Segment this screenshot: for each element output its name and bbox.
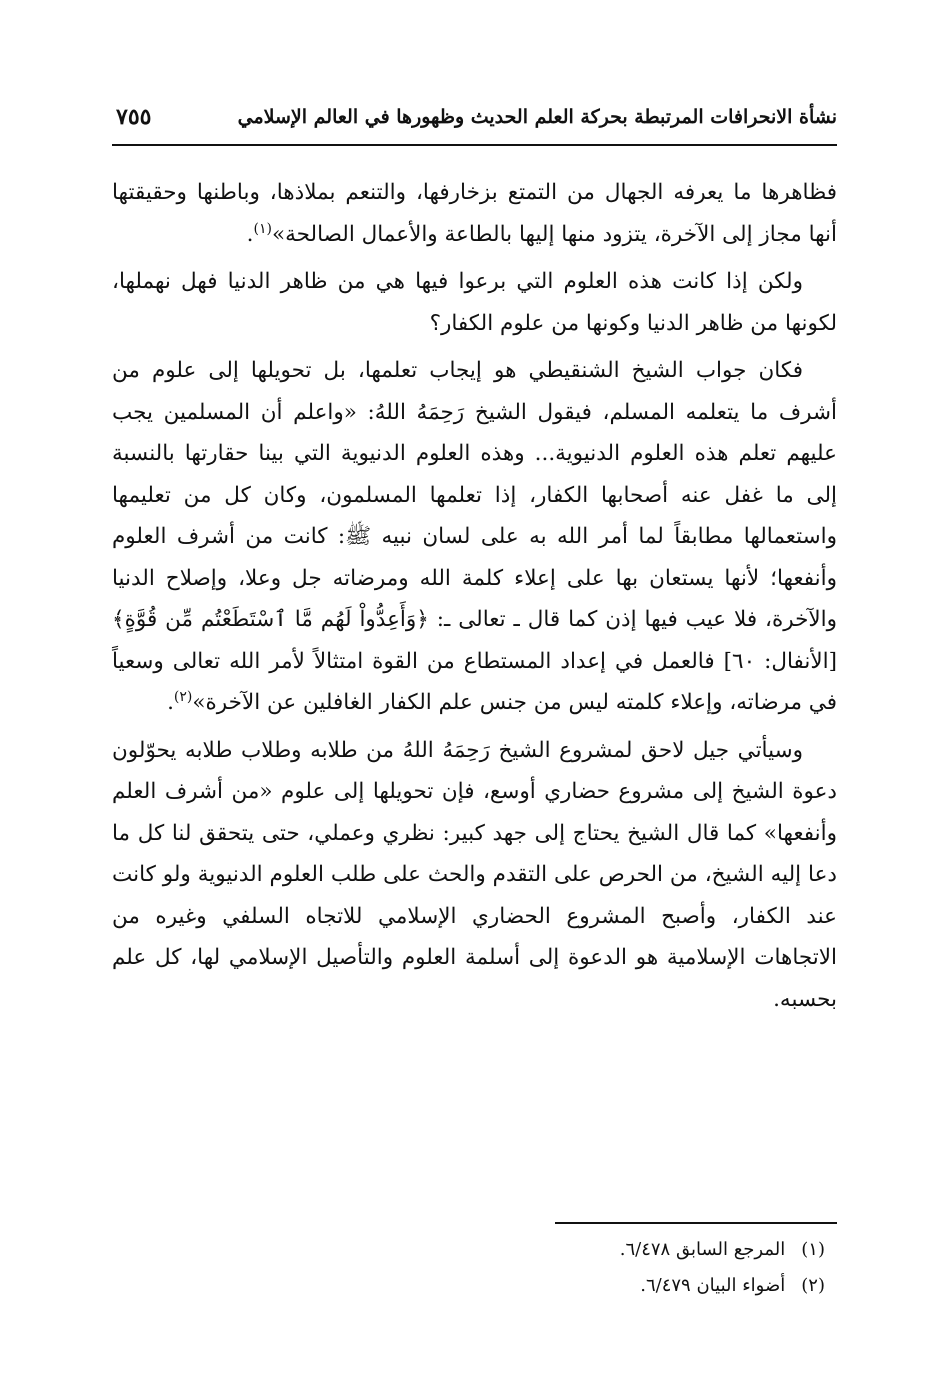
- paragraph-4: [112, 730, 837, 1021]
- footnote-2: [400, 1268, 825, 1304]
- paragraph-3: [112, 350, 837, 724]
- footnote-number: (٢): [801, 1275, 825, 1296]
- footnote-number: (١): [801, 1239, 825, 1260]
- paragraph-end: .: [246, 221, 254, 247]
- paragraph-text: فكان جواب الشيخ الشنقيطي هو إيجاب تعلمها، بل تحويلها إلى علوم من أشرف ما يتعلمه المسلم، فيقول الشيخ رَحِمَهُ اللهُ: «واعلم أن المسلمين يجب عليهم تعلم هذه العلوم الدنيوية... وهذه العلوم الدنيوية التي بينا حقارتها بالنسبة إلى ما غفل عنه أصحابها الكفار، إذا تعلمها المسلمون، وكان كل من تعليمها واستعمالها مطابقاً لما أمر الله به على لسان نبيه ﷺ: كانت من أشرف العلوم وأنفعها؛ لأنها يستعان بها على إعلاء كلمة الله ومرضاته جل وعلا، وإصلاح الدنيا والآخرة، فلا عيب فيها إذن كما قال ـ تعالى ـ: ﴿وَأَعِدُّواْ لَهُم مَّا ٱسْتَطَعْتُم مِّن قُوَّةٍ﴾ [الأنفال: ٦٠] فالعمل في إعداد المستطاع من القوة امتثالاً لأمر الله تعالى وسعياً في مرضاته، وإعلاء كلمته ليس من جنس علم الكفار الغافلين عن الآخرة»: [112, 358, 838, 715]
- paragraph-2: [112, 261, 837, 344]
- main-text: [112, 172, 837, 1026]
- footnote-text: المرجع السابق ٦/٤٧٨.: [619, 1239, 786, 1260]
- paragraph-text: فظاهرها ما يعرفه الجهال من التمتع بزخارفها، والتنعم بملاذها، وباطنها وحقيقتها أنها مجاز إلى الآخرة، يتزود منها إليها بالطاعة والأعمال الصالحة»: [112, 180, 837, 247]
- footnote-reference-1[interactable]: (١): [253, 220, 272, 237]
- footnote-separator: [555, 1222, 837, 1224]
- page-number: ٧٥٥: [116, 104, 152, 130]
- footnote-reference-2[interactable]: (٢): [173, 688, 193, 705]
- running-header: [112, 100, 837, 146]
- running-title: نشأة الانحرافات المرتبطة بحركة العلم الحديث وظهورها في العالم الإسلامي: [237, 106, 837, 128]
- paragraph-1: [112, 172, 837, 255]
- paragraph-end: .: [167, 690, 174, 715]
- footnotes: [400, 1232, 825, 1304]
- paragraph-text: وسيأتي جيل لاحق لمشروع الشيخ رَحِمَهُ اللهُ من طلابه وطلاب طلابه يحوّلون دعوة الشيخ إلى مشروع حضاري أوسع، فإن تحويلها إلى علوم «من أشرف العلم وأنفعها» كما قال الشيخ يحتاج إلى جهد كبير: نظري وعملي، حتى يتحقق لنا كل ما دعا إليه الشيخ، من الحرص على التقدم والحث على طلب العلوم الدنيوية ولو كانت عند الكفار، وأصبح المشروع الحضاري الإسلامي للاتجاه السلفي وغيره من الاتجاهات الإسلامية هو الدعوة إلى أسلمة العلوم والتأصيل الإسلامي لها، كل علم بحسبه.: [112, 737, 837, 1012]
- footnote-text: أضواء البيان ٦/٤٧٩.: [640, 1275, 786, 1296]
- paragraph-text: ولكن إذا كانت هذه العلوم التي برعوا فيها هي من ظاهر الدنيا فهل نهملها، لكونها من ظاهر الدنيا وكونها من علوم الكفار؟: [112, 269, 837, 336]
- footnote-1: [400, 1232, 825, 1268]
